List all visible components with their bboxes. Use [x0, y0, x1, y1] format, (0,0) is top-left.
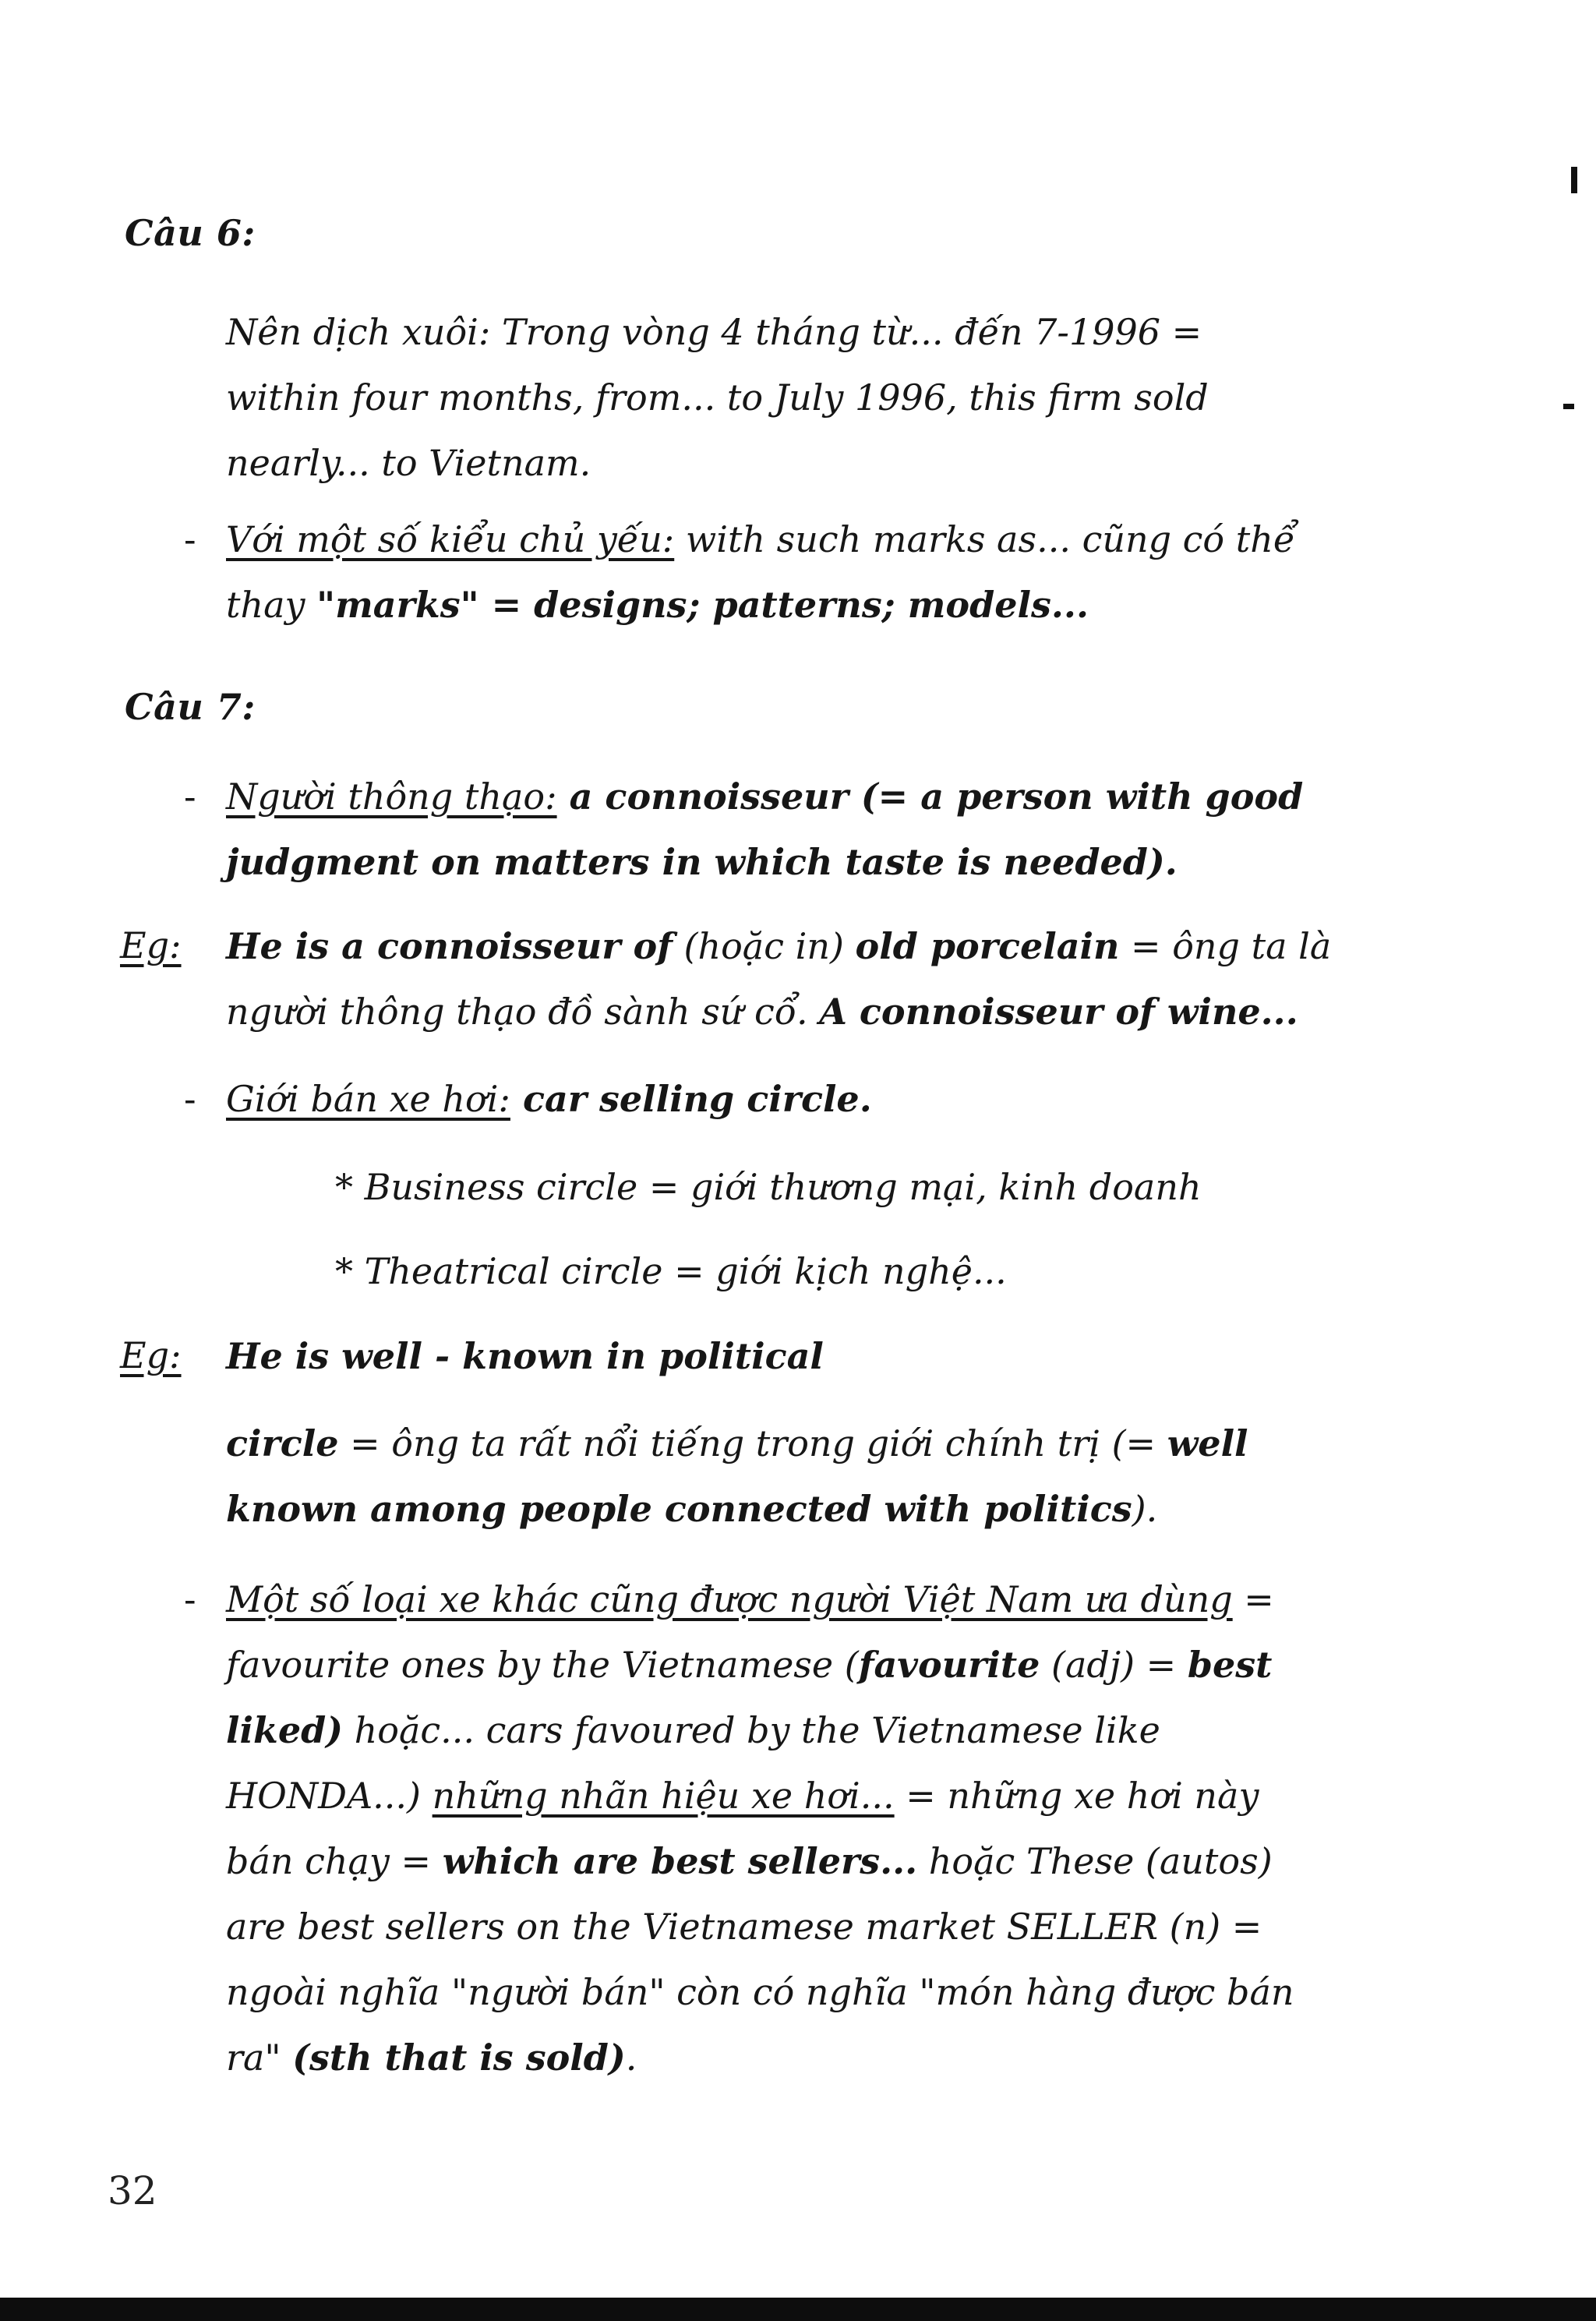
scan-bottom-bar [0, 2298, 1596, 2321]
text-line: within four months, from... to July 1996, this firm sold [226, 376, 1209, 419]
scan-mark-right [1563, 404, 1574, 409]
text: thay [226, 584, 317, 626]
text-line [226, 1763, 1426, 1828]
text: bán chạy = [226, 1840, 443, 1882]
bullet-dash: - [184, 1578, 196, 1620]
bold-text: known among people connected with politics [226, 1488, 1132, 1530]
text: người thông thạo đồ sành sứ cổ. [226, 991, 820, 1033]
text: HONDA...) [226, 1775, 433, 1817]
text: = ông ta rất nổi tiếng trong giới chính trị (= [338, 1422, 1167, 1464]
page-number: 32 [108, 2168, 157, 2213]
text-line: are best sellers on the Vietnamese market SELLER (n) = [226, 1906, 1262, 1948]
bullet-dash: - [184, 1078, 196, 1120]
bold-text: He is a connoisseur of [226, 925, 673, 967]
term: những nhãn hiệu xe hơi... [432, 1775, 895, 1817]
term: Giới bán xe hơi: [226, 1078, 510, 1120]
bold-text: A connoisseur of wine... [819, 991, 1298, 1033]
bold-text: well [1167, 1422, 1248, 1464]
bullet-dash: - [184, 518, 196, 560]
text: = ông ta là [1119, 925, 1332, 967]
text-line [226, 1697, 1426, 1763]
cau7-example-2 [226, 1411, 1426, 1542]
cau7-bullet-3 [184, 1567, 1426, 2090]
term: Với một số kiểu chủ yếu: [226, 518, 675, 560]
cau7-example-2-line-1 [226, 1323, 824, 1389]
text: hoặc These (autos) [917, 1840, 1273, 1882]
bold-text: circle [226, 1422, 339, 1464]
text-line [226, 572, 1426, 638]
text-line [226, 1632, 1426, 1697]
eg-label: Eg: [120, 924, 182, 966]
bold-text: best [1187, 1644, 1273, 1686]
text: = những xe hơi này [894, 1775, 1259, 1817]
bold-text: old porcelain [855, 925, 1120, 967]
scan-mark-top-right [1571, 167, 1577, 193]
text-line: judgment on matters in which taste is needed). [226, 841, 1178, 883]
cau7-example-1 [226, 913, 1426, 1044]
text: = [1232, 1578, 1274, 1620]
bold-text: a connoisseur (= a person with good [556, 775, 1304, 818]
text-line [226, 1476, 1426, 1542]
text: (hoặc in) [672, 925, 856, 967]
text-line [226, 1066, 1426, 1132]
term: Người thông thạo: [226, 775, 557, 818]
text-line [226, 1411, 1426, 1476]
text: favourite ones by the Vietnamese ( [226, 1644, 859, 1686]
text-line [226, 1828, 1426, 1894]
text: . [625, 2037, 637, 2079]
star-item: * Theatrical circle = giới kịch nghệ... [335, 1250, 1007, 1292]
section-heading-cau-7: Câu 7: [125, 686, 256, 728]
text: with such marks as... cũng có thể [674, 518, 1296, 560]
cau6-paragraph [226, 299, 1426, 496]
text-line: Nên dịch xuôi: Trong vòng 4 tháng từ... đến 7-1996 = [226, 311, 1202, 353]
cau7-bullet-1 [184, 764, 1426, 895]
eg-label: Eg: [120, 1334, 182, 1376]
cau7-bullet-2 [184, 1066, 1426, 1132]
text-line [226, 1567, 1426, 1632]
bold-text: (sth that is sold) [292, 2037, 626, 2079]
bold-text: which are best sellers... [442, 1840, 918, 1882]
cau6-bullet [184, 507, 1426, 638]
section-heading-cau-6: Câu 6: [125, 212, 256, 254]
text: ra" [226, 2037, 293, 2079]
bold-text: favourite [858, 1644, 1040, 1686]
star-item: * Business circle = giới thương mại, kinh doanh [335, 1166, 1202, 1208]
text-line [226, 2025, 1426, 2090]
term: Một số loại xe khác cũng được người Việt Nam ưa dùng [226, 1578, 1233, 1620]
bold-text: car selling circle. [510, 1078, 872, 1120]
text-line: He is well - known in political [226, 1335, 824, 1377]
text: (adj) = [1040, 1644, 1188, 1686]
text-line [226, 979, 1426, 1044]
bullet-dash: - [184, 775, 196, 818]
text-line: nearly... to Vietnam. [226, 442, 591, 484]
bold-text: "marks" = designs; patterns; models... [316, 584, 1089, 626]
text: hoặc... cars favoured by the Vietnamese like [343, 1709, 1160, 1751]
text: ). [1132, 1488, 1158, 1530]
text-line: ngoài nghĩa "người bán" còn có nghĩa "món hàng được bán [226, 1971, 1294, 2013]
bold-text: liked) [226, 1709, 344, 1751]
text-line [226, 913, 1426, 979]
text-line [226, 764, 1426, 829]
text-line [226, 507, 1426, 572]
